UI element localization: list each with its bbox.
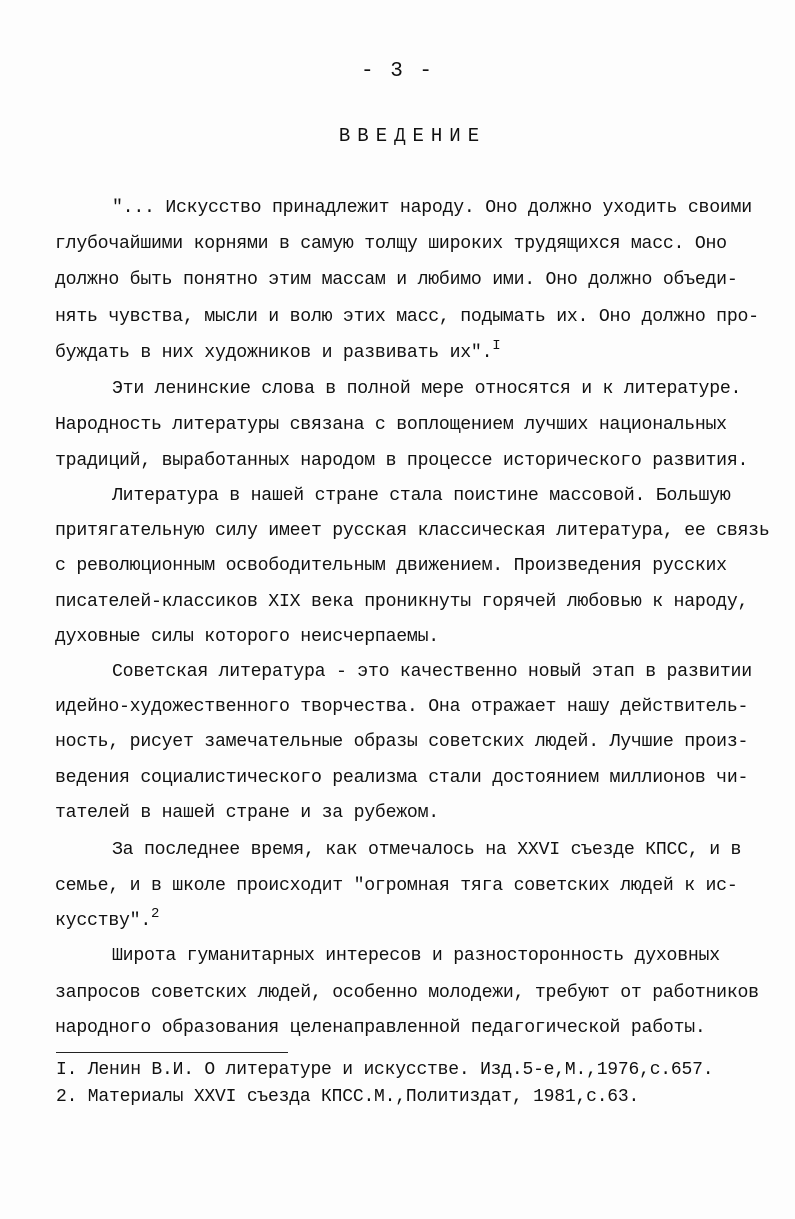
text-line: притягательную силу имеет русская классическая литература, ее связь — [55, 521, 770, 541]
text-line: буждать в них художников и развивать их". — [55, 343, 493, 363]
text-line: За последнее время, как отмечалось на XXVI съезде КПСС, и в — [112, 840, 742, 860]
section-heading: ВВЕДЕНИЕ — [338, 125, 487, 147]
text-line: Советская литература - это качественно новый этап в развитии — [112, 662, 752, 682]
text-line: кусству". — [55, 911, 151, 931]
footnote-ref: 2 — [150, 906, 160, 922]
text-line: Литература в нашей стране стала поистине массовой. Большую — [112, 486, 731, 506]
text-line: нять чувства, мысли и волю этих масс, подымать их. Оно должно про- — [55, 307, 759, 327]
text-line: ность, рисует замечательные образы советских людей. Лучшие произ- — [55, 732, 749, 752]
text-line: "... Искусство принадлежит народу. Оно должно уходить своими — [112, 198, 752, 218]
text-line: Народность литературы связана с воплощением лучших национальных — [55, 415, 727, 435]
text-line: духовные силы которого неисчерпаемы. — [55, 627, 439, 647]
text-line: Широта гуманитарных интересов и разносторонность духовных — [112, 946, 720, 966]
text-line: Эти ленинские слова в полной мере относятся и к литературе. — [112, 379, 742, 399]
text-line: народного образования целенаправленной педагогической работы. — [55, 1018, 706, 1038]
text-line: идейно-художественного творчества. Она отражает нашу действитель- — [55, 697, 749, 717]
text-line: семье, и в школе происходит "огромная тяга советских людей к ис- — [55, 876, 738, 896]
text-line: тателей в нашей стране и за рубежом. — [55, 803, 439, 823]
footnote-divider — [56, 1052, 288, 1053]
text-line: должно быть понятно этим массам и любимо ими. Оно должно объеди- — [55, 270, 738, 290]
text-line: ведения социалистического реализма стали достоянием миллионов чи- — [55, 768, 749, 788]
text-line: с революционным освободительным движением. Произведения русских — [55, 556, 727, 576]
footnote-ref: I — [492, 338, 501, 354]
text-line: писателей-классиков XIX века проникнуты горячей любовью к народу, — [55, 592, 749, 612]
text-line-with-footnote — [55, 338, 501, 363]
footnote-1: I. Ленин В.И. О литературе и искусстве. Изд.5-е,М.,1976,с.657. — [56, 1060, 714, 1080]
page-number: - 3 - — [360, 60, 434, 83]
text-line: запросов советских людей, особенно молодежи, требуют от работников — [55, 983, 759, 1003]
text-line: глубочайшими корнями в самую толщу широких трудящихся масс. Оно — [55, 234, 727, 254]
footnote-2: 2. Материалы XXVI съезда КПСС.М.,Политиздат, 1981,с.63. — [56, 1087, 640, 1107]
text-line: традиций, выработанных народом в процессе исторического развития. — [55, 451, 749, 471]
text-line-with-footnote — [55, 906, 160, 931]
